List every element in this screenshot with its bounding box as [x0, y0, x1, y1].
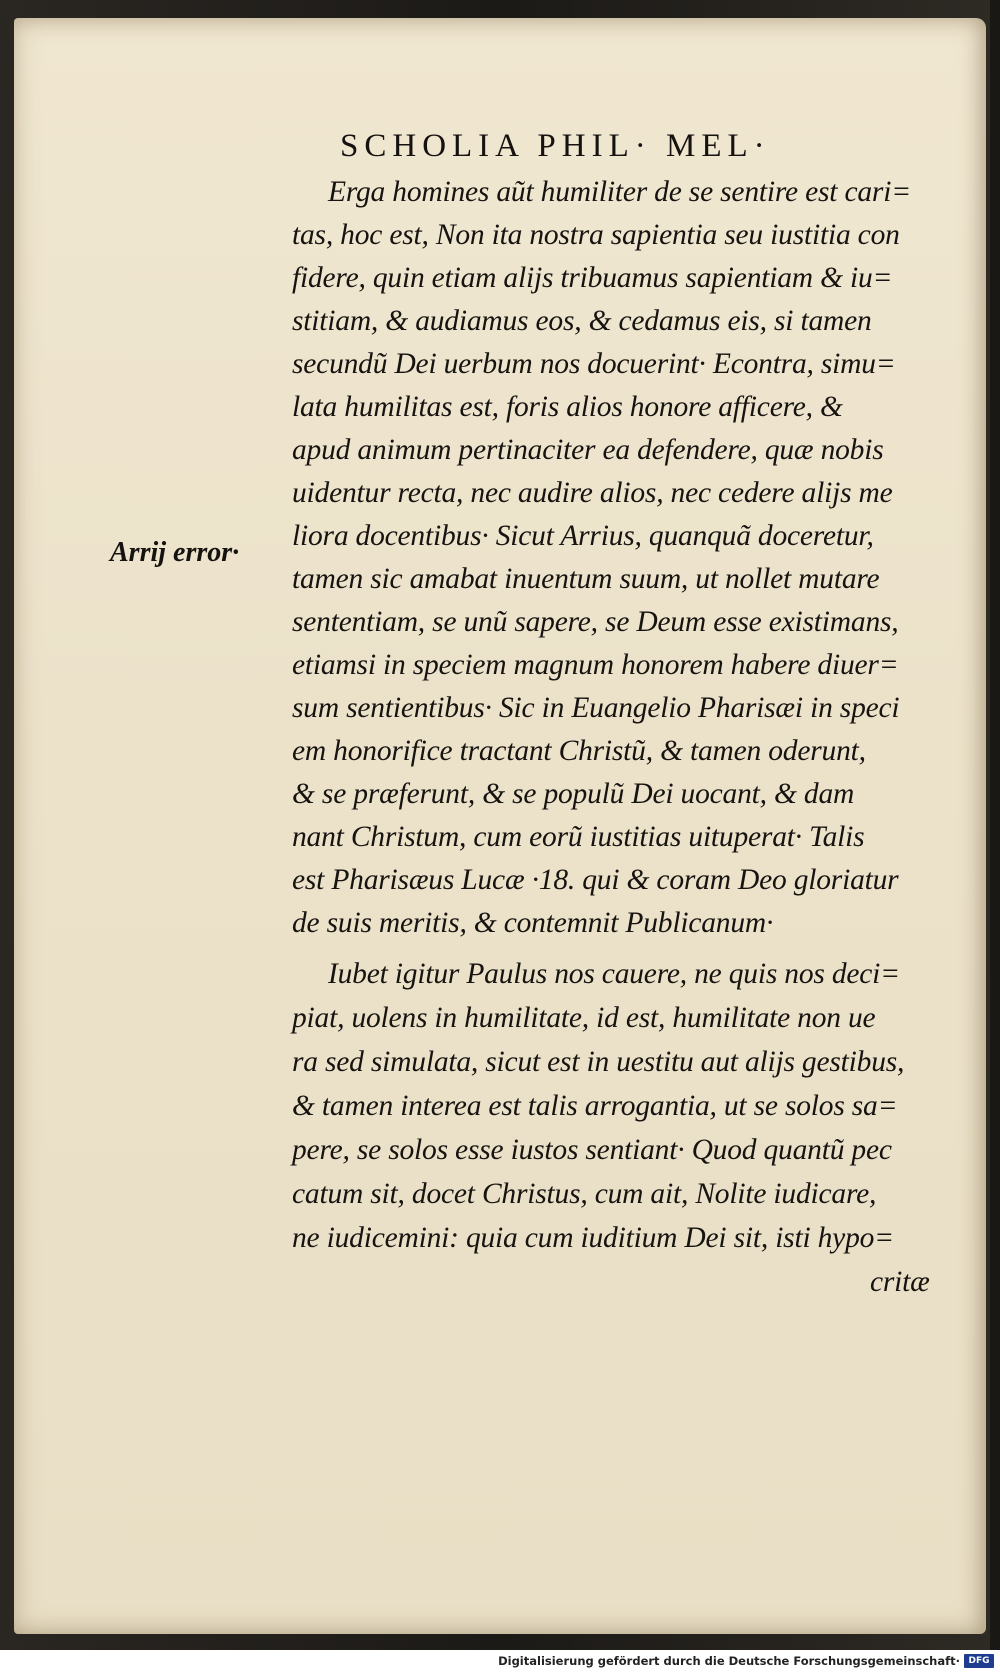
text-line: catum sit, docet Christus, cum ait, Nolite iudicare,	[292, 1178, 877, 1210]
text-line: sententiam, se unũ sapere, se Deum esse existimans,	[292, 606, 899, 638]
text-line: Iubet igitur Paulus nos cauere, ne quis nos deci=	[328, 958, 900, 990]
funding-credit: Digitalisierung gefördert durch die Deutsche Forschungsgemeinschaft·	[498, 1654, 960, 1668]
catchword: critæ	[870, 1266, 930, 1298]
text-line: etiamsi in speciem magnum honorem habere diuer=	[292, 649, 899, 681]
running-head: SCHOLIA PHIL· MEL·	[340, 128, 771, 164]
margin-note: Arrij error·	[110, 537, 240, 568]
text-line: tamen sic amabat inuentum suum, ut nollet mutare	[292, 563, 880, 595]
text-line: ra sed simulata, sicut est in uestitu aut alijs gestibus,	[292, 1046, 905, 1078]
text-line: & se præferunt, & se populũ Dei uocant, & dam	[292, 778, 855, 810]
text-line: secundũ Dei uerbum nos docuerint· Econtra, simu=	[292, 348, 896, 380]
text-line: sum sentientibus· Sic in Euangelio Pharisæi in speci	[292, 692, 900, 724]
text-line: ne iudicemini: quia cum iuditium Dei sit, isti hypo=	[292, 1222, 894, 1254]
binding-edge	[990, 0, 1000, 1650]
text-line: tas, hoc est, Non ita nostra sapientia seu iustitia con	[292, 219, 900, 251]
text-line: fidere, quin etiam alijs tribuamus sapientiam & iu=	[292, 262, 893, 294]
text-line: lata humilitas est, foris alios honore afficere, &	[292, 391, 843, 423]
text-line: nant Christum, cum eorũ iustitias uituperat· Talis	[292, 821, 865, 853]
dfg-logo: DFG	[964, 1654, 994, 1668]
text-line: apud animum pertinaciter ea defendere, quæ nobis	[292, 434, 884, 466]
text-line: em honorifice tractant Christũ, & tamen oderunt,	[292, 735, 866, 767]
text-line: liora docentibus· Sicut Arrius, quanquã doceretur,	[292, 520, 874, 552]
text-line: uidentur recta, nec audire alios, nec cedere alijs me	[292, 477, 893, 509]
text-line: piat, uolens in humilitate, id est, humilitate non ue	[292, 1002, 876, 1034]
text-line: & tamen interea est talis arrogantia, ut se solos sa=	[292, 1090, 898, 1122]
text-line: de suis meritis, & contemnit Publicanum·	[292, 907, 774, 939]
text-line: est Pharisæus Lucæ ·18. qui & coram Deo gloriatur	[292, 864, 899, 896]
text-line: Erga homines aũt humiliter de se sentire est cari=	[328, 176, 911, 208]
text-line: pere, se solos esse iustos sentiant· Quod quantũ pec	[292, 1134, 892, 1166]
text-line: stitiam, & audiamus eos, & cedamus eis, si tamen	[292, 305, 872, 337]
